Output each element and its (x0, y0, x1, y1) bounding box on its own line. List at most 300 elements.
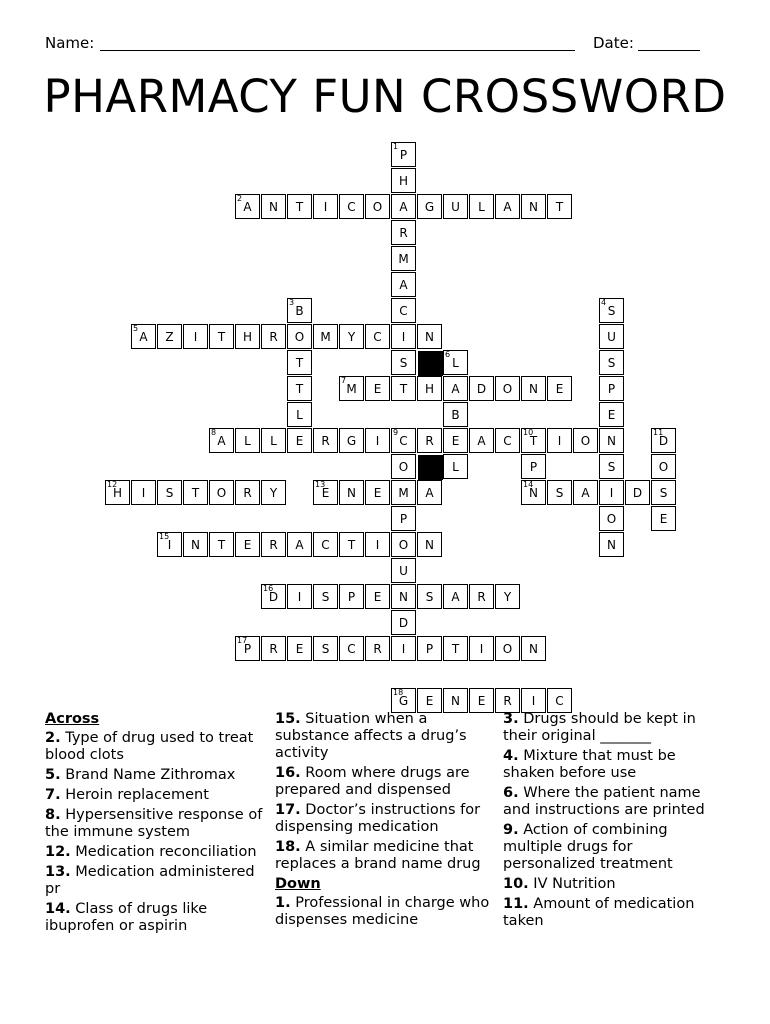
cell-letter: N (607, 434, 616, 448)
grid-cell[interactable] (287, 402, 312, 427)
clues-column-1 (45, 711, 265, 938)
clue-number: 3 (289, 298, 295, 307)
clue-number: 13 (315, 480, 326, 489)
grid-cell[interactable] (235, 194, 260, 219)
cell-letter: N (191, 538, 200, 552)
clue-down-9: 9. Action of combining multiple drugs for personalized treatment (503, 822, 673, 872)
grid-cell[interactable] (547, 480, 572, 505)
grid-cell[interactable] (105, 480, 130, 505)
grid-cell[interactable] (287, 298, 312, 323)
grid-cell[interactable] (417, 324, 442, 349)
clue-number: 5 (133, 324, 139, 333)
cell-letter: Y (269, 486, 278, 500)
grid-cell[interactable] (573, 480, 598, 505)
cell-letter: A (399, 278, 408, 292)
name-label: Name: (45, 34, 95, 52)
cell-letter: G (346, 434, 357, 448)
cell-letter: B (451, 408, 460, 422)
clue-number: 17 (237, 636, 248, 645)
cell-letter: R (243, 486, 252, 500)
grid-cell[interactable] (547, 376, 572, 401)
clue-number: 9 (393, 428, 399, 437)
cell-letter: I (323, 200, 328, 214)
cell-letter: L (452, 460, 459, 474)
grid-cell[interactable] (339, 194, 364, 219)
cell-letter: E (477, 694, 486, 708)
cell-letter: I (531, 694, 536, 708)
grid-cell[interactable] (391, 272, 416, 297)
grid-cell[interactable] (313, 584, 338, 609)
cell-letter: S (555, 486, 564, 500)
cell-letter: I (193, 330, 198, 344)
clue-down-4: 4. Mixture that must be shaken before use (503, 748, 676, 781)
clue-number: 15 (159, 532, 170, 541)
cell-letter: P (607, 382, 616, 396)
cell-letter: Y (347, 330, 356, 344)
cell-letter: O (398, 460, 409, 474)
grid-cell[interactable] (261, 532, 286, 557)
clue-down-6: 6. Where the patient name and instructions are printed (503, 785, 705, 818)
cell-letter: N (529, 642, 538, 656)
grid-cell[interactable] (261, 480, 286, 505)
grid-cell[interactable] (391, 350, 416, 375)
cell-letter: I (401, 642, 406, 656)
cell-letter: E (295, 642, 304, 656)
grid-cell[interactable] (209, 532, 234, 557)
grid-cell[interactable] (313, 636, 338, 661)
cell-letter: N (529, 200, 538, 214)
grid-cell[interactable] (365, 532, 390, 557)
cell-letter: E (295, 434, 304, 448)
grid-cell[interactable] (261, 584, 286, 609)
cell-letter: D (658, 434, 669, 448)
cell-letter: S (399, 356, 408, 370)
grid-cell[interactable] (131, 324, 156, 349)
grid-cell[interactable] (443, 194, 468, 219)
grid-cell[interactable] (469, 428, 494, 453)
cell-letter: I (557, 434, 562, 448)
cell-letter: S (165, 486, 174, 500)
cell-letter: P (399, 512, 408, 526)
grid-cell[interactable] (521, 428, 546, 453)
cell-letter: C (503, 434, 512, 448)
grid-cell[interactable] (521, 636, 546, 661)
grid-cell[interactable] (469, 636, 494, 661)
cell-letter: C (399, 304, 408, 318)
grid-cell[interactable] (365, 376, 390, 401)
grid-cell[interactable] (391, 558, 416, 583)
cell-letter: S (607, 304, 616, 318)
cell-letter: C (373, 330, 382, 344)
clue-across-14: 14. Class of drugs like ibuprofen or aspirin (45, 901, 208, 934)
grid-cell[interactable] (287, 636, 312, 661)
cell-letter: D (268, 590, 279, 604)
grid-cell[interactable] (547, 428, 572, 453)
cell-letter: L (270, 434, 277, 448)
grid-cell[interactable] (391, 480, 416, 505)
cell-letter: E (425, 694, 434, 708)
grid-cell[interactable] (157, 324, 182, 349)
cell-letter: N (529, 382, 538, 396)
cell-letter: E (373, 486, 382, 500)
grid-cell[interactable] (339, 480, 364, 505)
grid-cell[interactable] (391, 168, 416, 193)
clue-down-3: 3. Drugs should be kept in their original _______ (503, 711, 696, 744)
clue-across-17: 17. Doctor’s instructions for dispensing medication (275, 802, 481, 835)
cell-letter: R (399, 226, 408, 240)
cell-letter: A (451, 590, 460, 604)
cell-letter: N (607, 538, 616, 552)
cell-letter: P (399, 148, 408, 162)
grid-cell[interactable] (599, 454, 624, 479)
cell-letter: G (424, 200, 435, 214)
black-square (418, 455, 443, 480)
cell-letter: S (607, 460, 616, 474)
grid-cell[interactable] (391, 636, 416, 661)
grid-cell[interactable] (391, 220, 416, 245)
cell-letter: E (373, 382, 382, 396)
grid-cell[interactable] (365, 480, 390, 505)
grid-cell[interactable] (235, 428, 260, 453)
cell-letter: D (476, 382, 487, 396)
grid-cell[interactable] (495, 428, 520, 453)
grid-cell[interactable] (391, 142, 416, 167)
across-heading: Across (45, 711, 100, 727)
grid-cell[interactable] (443, 428, 468, 453)
grid-cell[interactable] (495, 636, 520, 661)
grid-cell[interactable] (651, 428, 676, 453)
cell-letter: N (269, 200, 278, 214)
clue-across-16: 16. Room where drugs are prepared and dispensed (275, 765, 470, 798)
cell-letter: O (606, 512, 617, 526)
grid-cell[interactable] (417, 194, 442, 219)
grid-cell[interactable] (287, 350, 312, 375)
cell-letter: L (296, 408, 303, 422)
grid-cell[interactable] (521, 688, 546, 713)
cell-letter: M (398, 252, 409, 266)
clue-across-5: 5. Brand Name Zithromax (45, 767, 236, 783)
grid-cell[interactable] (391, 298, 416, 323)
grid-cell[interactable] (365, 428, 390, 453)
cell-letter: S (321, 590, 330, 604)
cell-letter: L (452, 356, 459, 370)
grid-cell[interactable] (599, 324, 624, 349)
clue-across-15: 15. Situation when a substance affects a drug’s activity (275, 711, 467, 761)
cell-letter: D (398, 616, 409, 630)
clue-number: 18 (393, 688, 404, 697)
cell-letter: L (244, 434, 251, 448)
clue-number: 1 (393, 142, 399, 151)
clue-number: 10 (523, 428, 534, 437)
cell-letter: H (424, 382, 435, 396)
cell-letter: M (398, 486, 409, 500)
grid-cell[interactable] (365, 324, 390, 349)
grid-cell[interactable] (235, 532, 260, 557)
grid-cell[interactable] (365, 584, 390, 609)
grid-cell[interactable] (183, 324, 208, 349)
grid-cell[interactable] (443, 376, 468, 401)
cell-letter: R (503, 694, 512, 708)
grid-cell[interactable] (391, 246, 416, 271)
cell-letter: P (243, 642, 252, 656)
grid-cell[interactable] (391, 376, 416, 401)
grid-cell[interactable] (287, 532, 312, 557)
grid-cell[interactable] (651, 480, 676, 505)
cell-letter: D (632, 486, 643, 500)
grid-cell[interactable] (443, 584, 468, 609)
cell-letter: S (425, 590, 434, 604)
cell-letter: T (191, 486, 200, 500)
grid-cell[interactable] (391, 428, 416, 453)
grid-cell[interactable] (469, 194, 494, 219)
grid-cell[interactable] (495, 376, 520, 401)
grid-cell[interactable] (521, 194, 546, 219)
cell-letter: U (607, 330, 616, 344)
grid-cell[interactable] (313, 480, 338, 505)
cell-letter: N (425, 538, 434, 552)
clue-across-12: 12. Medication reconciliation (45, 844, 257, 860)
cell-letter: E (607, 408, 616, 422)
cell-letter: E (555, 382, 564, 396)
cell-letter: B (295, 304, 304, 318)
grid-cell[interactable] (547, 194, 572, 219)
grid-cell[interactable] (417, 376, 442, 401)
cell-letter: H (112, 486, 123, 500)
cell-letter: S (607, 356, 616, 370)
cell-letter: A (295, 538, 304, 552)
grid-cell[interactable] (599, 376, 624, 401)
down-heading: Down (275, 876, 321, 892)
cell-letter: O (294, 330, 305, 344)
grid-cell[interactable] (469, 688, 494, 713)
grid-cell[interactable] (651, 454, 676, 479)
clue-number: 4 (601, 298, 607, 307)
cell-letter: N (399, 590, 408, 604)
grid-cell[interactable] (313, 532, 338, 557)
grid-cell[interactable] (313, 324, 338, 349)
cell-letter: I (479, 642, 484, 656)
grid-cell[interactable] (313, 428, 338, 453)
clue-number: 14 (523, 480, 534, 489)
date-label: Date: (593, 34, 634, 52)
grid-cell[interactable] (209, 324, 234, 349)
grid-cell[interactable] (573, 428, 598, 453)
grid-cell[interactable] (417, 532, 442, 557)
grid-cell[interactable] (339, 428, 364, 453)
cell-letter: N (451, 694, 460, 708)
cell-letter: E (373, 590, 382, 604)
grid-cell[interactable] (521, 480, 546, 505)
cell-letter: T (217, 330, 226, 344)
cell-letter: A (451, 382, 460, 396)
cell-letter: H (398, 174, 409, 188)
grid-cell[interactable] (261, 428, 286, 453)
clue-down-1: 1. Professional in charge who dispenses medicine (275, 895, 490, 928)
cell-letter: C (555, 694, 564, 708)
grid-cell[interactable] (391, 194, 416, 219)
cell-letter: C (321, 538, 330, 552)
cell-letter: I (609, 486, 614, 500)
grid-cell[interactable] (235, 636, 260, 661)
grid-cell[interactable] (339, 324, 364, 349)
cell-letter: O (372, 200, 383, 214)
cell-letter: I (375, 434, 380, 448)
grid-cell[interactable] (495, 584, 520, 609)
grid-cell[interactable] (521, 376, 546, 401)
cell-letter: E (451, 434, 460, 448)
grid-cell[interactable] (183, 532, 208, 557)
grid-cell[interactable] (443, 402, 468, 427)
grid-cell[interactable] (391, 688, 416, 713)
grid-cell[interactable] (625, 480, 650, 505)
cell-letter: R (425, 434, 434, 448)
grid-cell[interactable] (131, 480, 156, 505)
clue-number: 6 (445, 350, 451, 359)
cell-letter: I (401, 330, 406, 344)
cell-letter: N (347, 486, 356, 500)
grid-cell[interactable] (261, 194, 286, 219)
grid-cell[interactable] (313, 194, 338, 219)
grid-cell[interactable] (521, 454, 546, 479)
cell-letter: C (347, 642, 356, 656)
grid-cell[interactable] (287, 584, 312, 609)
clue-across-18: 18. A similar medicine that replaces a brand name drug (275, 839, 481, 872)
black-square (418, 351, 443, 376)
grid-cell[interactable] (599, 532, 624, 557)
cell-letter: A (139, 330, 148, 344)
grid-cell[interactable] (235, 480, 260, 505)
cell-letter: P (425, 642, 434, 656)
clue-number: 2 (237, 194, 243, 203)
grid-cell[interactable] (547, 688, 572, 713)
cell-letter: L (478, 200, 485, 214)
grid-cell[interactable] (287, 376, 312, 401)
cell-letter: T (217, 538, 226, 552)
cell-letter: S (659, 486, 668, 500)
grid-cell[interactable] (417, 428, 442, 453)
grid-cell[interactable] (599, 506, 624, 531)
grid-cell[interactable] (339, 376, 364, 401)
cell-letter: O (398, 538, 409, 552)
grid-cell[interactable] (391, 324, 416, 349)
grid-cell[interactable] (339, 584, 364, 609)
clue-down-11: 11. Amount of medication taken (503, 896, 695, 929)
cell-letter: R (373, 642, 382, 656)
grid-cell[interactable] (417, 688, 442, 713)
grid-cell[interactable] (391, 584, 416, 609)
grid-cell[interactable] (443, 454, 468, 479)
grid-cell[interactable] (495, 688, 520, 713)
grid-cell[interactable] (365, 636, 390, 661)
grid-cell[interactable] (287, 324, 312, 349)
grid-cell[interactable] (287, 194, 312, 219)
cell-letter: T (529, 434, 538, 448)
grid-cell[interactable] (495, 194, 520, 219)
grid-cell[interactable] (339, 532, 364, 557)
cell-letter: I (167, 538, 172, 552)
grid-cell[interactable] (391, 532, 416, 557)
grid-cell[interactable] (209, 480, 234, 505)
cell-letter: U (451, 200, 460, 214)
clue-number: 11 (653, 428, 664, 437)
grid-cell[interactable] (469, 376, 494, 401)
cell-letter: T (295, 356, 304, 370)
clue-across-13: 13. Medication administered pr (45, 864, 255, 897)
clue-number: 12 (107, 480, 118, 489)
grid-cell[interactable] (287, 428, 312, 453)
cell-letter: S (321, 642, 330, 656)
cell-letter: M (320, 330, 331, 344)
clue-across-7: 7. Heroin replacement (45, 787, 209, 803)
clues-column-2 (275, 711, 490, 932)
grid-cell[interactable] (443, 688, 468, 713)
cell-letter: T (347, 538, 356, 552)
grid-cell[interactable] (261, 636, 286, 661)
cell-letter: A (243, 200, 252, 214)
grid-cell[interactable] (261, 324, 286, 349)
clue-number: 16 (263, 584, 274, 593)
grid-cell[interactable] (443, 350, 468, 375)
clue-number: 8 (211, 428, 217, 437)
grid-cell[interactable] (599, 350, 624, 375)
clue-across-2: 2. Type of drug used to treat blood clots (45, 730, 254, 763)
grid-cell[interactable] (391, 610, 416, 635)
grid-cell[interactable] (469, 584, 494, 609)
grid-cell[interactable] (651, 506, 676, 531)
grid-cell[interactable] (417, 636, 442, 661)
page-title: PHARMACY FUN CROSSWORD (43, 70, 727, 123)
grid-cell[interactable] (209, 428, 234, 453)
grid-cell[interactable] (599, 298, 624, 323)
cell-letter: A (399, 200, 408, 214)
grid-cell[interactable] (417, 584, 442, 609)
cell-letter: R (269, 538, 278, 552)
cell-letter: H (242, 330, 253, 344)
cell-letter: O (580, 434, 591, 448)
grid-cell[interactable] (157, 480, 182, 505)
cell-letter: A (503, 200, 512, 214)
grid-cell[interactable] (235, 324, 260, 349)
cell-letter: I (141, 486, 146, 500)
grid-cell[interactable] (599, 402, 624, 427)
grid-cell[interactable] (599, 480, 624, 505)
grid-cell[interactable] (183, 480, 208, 505)
clue-number: 7 (341, 376, 347, 385)
cell-letter: O (502, 642, 513, 656)
cell-letter: P (529, 460, 538, 474)
cell-letter: R (477, 590, 486, 604)
cell-letter: Y (503, 590, 512, 604)
grid-cell[interactable] (339, 636, 364, 661)
clue-down-10: 10. IV Nutrition (503, 876, 616, 892)
grid-cell[interactable] (157, 532, 182, 557)
clues-column-3 (503, 711, 723, 933)
clue-across-8: 8. Hypersensitive response of the immune system (45, 807, 263, 840)
cell-letter: E (243, 538, 252, 552)
grid-cell[interactable] (365, 194, 390, 219)
grid-cell[interactable] (443, 636, 468, 661)
cell-letter: A (477, 434, 486, 448)
grid-cell[interactable] (391, 454, 416, 479)
grid-cell[interactable] (599, 428, 624, 453)
cell-letter: I (297, 590, 302, 604)
grid-cell[interactable] (391, 506, 416, 531)
cell-letter: R (269, 330, 278, 344)
cell-letter: O (502, 382, 513, 396)
cell-letter: G (398, 694, 409, 708)
grid-cell[interactable] (417, 480, 442, 505)
cell-letter: U (399, 564, 408, 578)
